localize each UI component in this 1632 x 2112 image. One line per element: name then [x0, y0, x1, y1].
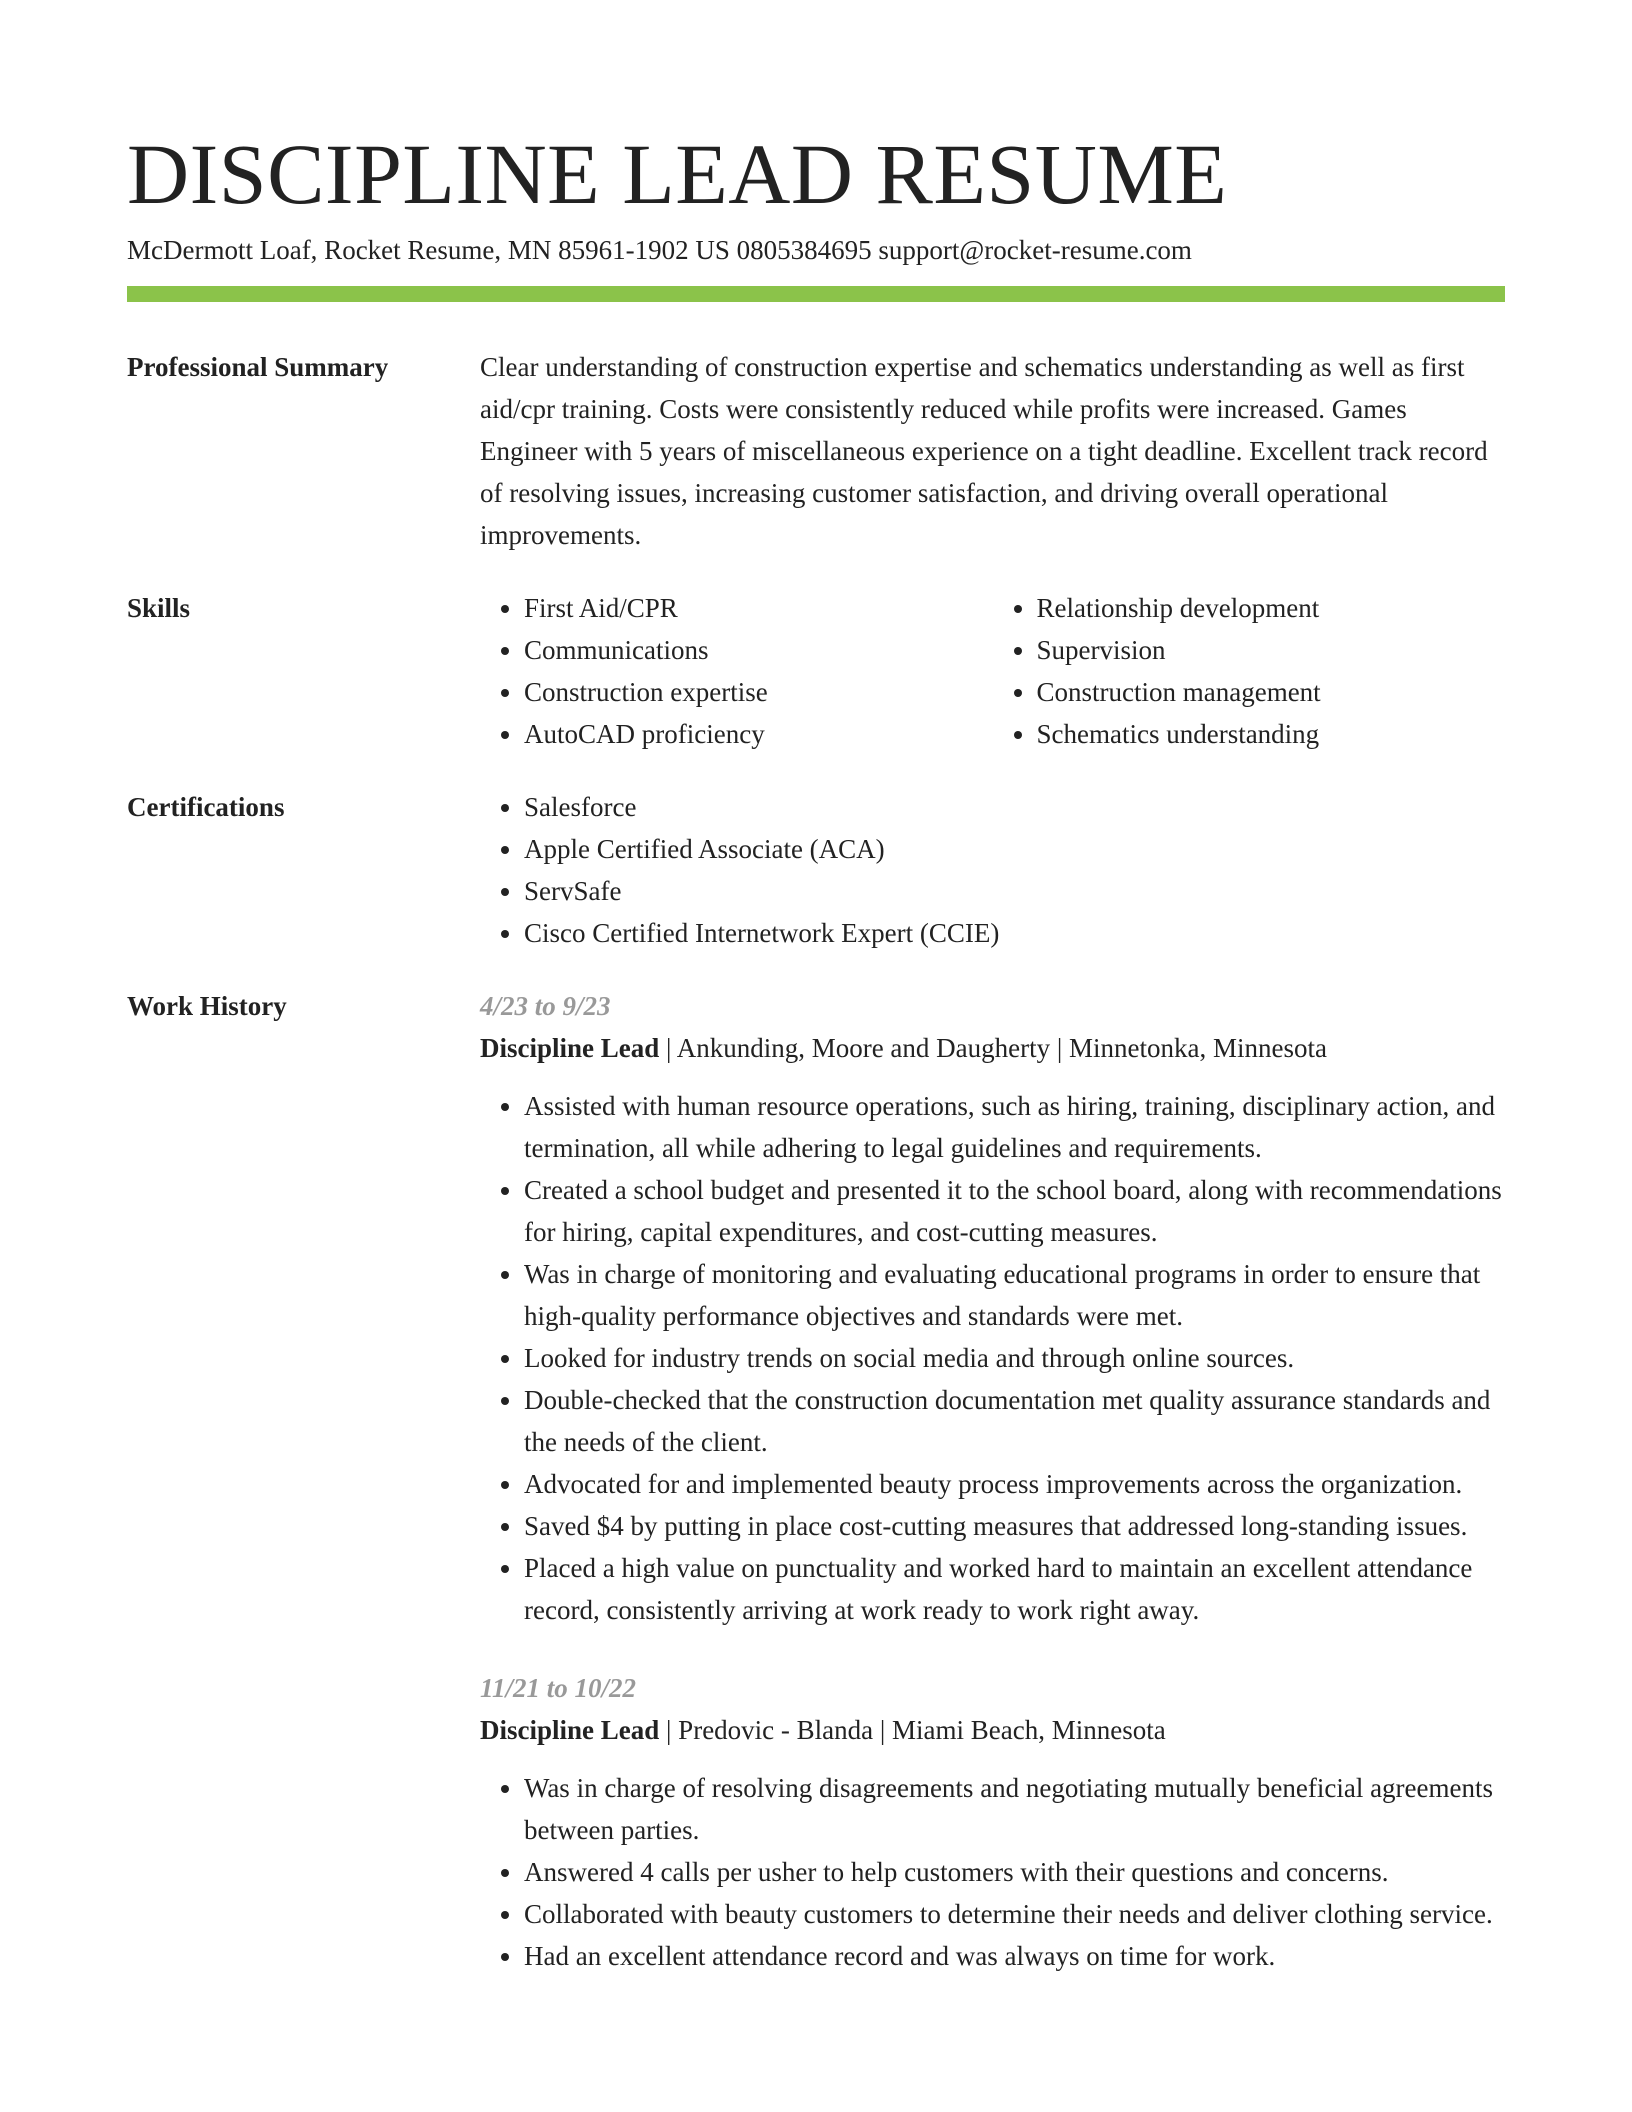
list-item: • Construction management [1037, 671, 1461, 713]
header-divider [127, 286, 1505, 302]
list-item: • Saved $4 by putting in place cost-cutting measures that addressed long-standing issues. [524, 1505, 1505, 1547]
list-item: • Placed a high value on punctuality and worked hard to maintain an excellent attendance record, consistently arriving at work ready to work right away. [524, 1547, 1505, 1631]
job-title: Discipline Lead [480, 1715, 660, 1745]
list-item: • AutoCAD proficiency [524, 713, 948, 755]
job-dates: 11/21 to 10/22 [480, 1673, 637, 1703]
list-item: • Advocated for and implemented beauty process improvements across the organization. [524, 1463, 1505, 1505]
summary-label: Professional Summary [127, 352, 389, 382]
list-item: • Schematics understanding [1037, 713, 1461, 755]
job-entry [480, 1667, 1505, 1977]
summary-text: Clear understanding of construction expertise and schematics understanding as well as first aid/cpr training. Costs were consistently reduced while profits were increased. Games Engineer with 5 years of miscellaneous experience on a tight deadline. Excellent track record of resolving issues, increasing customer satisfaction, and driving overall operational improvements. [480, 352, 1488, 550]
job-entry [480, 985, 1505, 1631]
skills-list-left [480, 587, 948, 755]
certifications-list [480, 786, 1505, 954]
list-item: • ServSafe [524, 870, 1505, 912]
list-item: • Answered 4 calls per usher to help customers with their questions and concerns. [524, 1851, 1505, 1893]
list-item: • Created a school budget and presented it to the school board, along with recommendations for hiring, capital expenditures, and cost-cutting measures. [524, 1169, 1505, 1253]
list-item: • Apple Certified Associate (ACA) [524, 828, 1505, 870]
job-dates: 4/23 to 9/23 [480, 991, 611, 1021]
list-item: • First Aid/CPR [524, 587, 948, 629]
list-item: • Was in charge of monitoring and evaluating educational programs in order to ensure that high-quality performance objectives and standards were met. [524, 1253, 1505, 1337]
job-heading [480, 1027, 1505, 1069]
list-item: • Double-checked that the construction documentation met quality assurance standards and the needs of the client. [524, 1379, 1505, 1463]
list-item: • Looked for industry trends on social media and through online sources. [524, 1337, 1505, 1379]
list-item: • Supervision [1037, 629, 1461, 671]
list-item: • Cisco Certified Internetwork Expert (CCIE) [524, 912, 1505, 954]
job-details: | Ankunding, Moore and Daugherty | Minnetonka, Minnesota [659, 1033, 1327, 1063]
list-item: • Salesforce [524, 786, 1505, 828]
list-item: • Communications [524, 629, 948, 671]
list-item: • Was in charge of resolving disagreements and negotiating mutually beneficial agreements between parties. [524, 1767, 1505, 1851]
contact-info: McDermott Loaf, Rocket Resume, MN 85961-1902 US 0805384695 support@rocket-resume.com [127, 235, 1192, 265]
job-heading [480, 1709, 1505, 1751]
certifications-label: Certifications [127, 792, 285, 822]
skills-label: Skills [127, 593, 191, 623]
list-item: • Collaborated with beauty customers to determine their needs and deliver clothing service. [524, 1893, 1505, 1935]
job-title: Discipline Lead [480, 1033, 660, 1063]
list-item: • Construction expertise [524, 671, 948, 713]
list-item: • Assisted with human resource operations, such as hiring, training, disciplinary action, and termination, all while adhering to legal guidelines and requirements. [524, 1085, 1505, 1169]
work-history-label: Work History [127, 991, 287, 1021]
skills-list-right [993, 587, 1461, 755]
job-bullets [480, 1085, 1505, 1631]
job-bullets [480, 1767, 1505, 1977]
page-title: DISCIPLINE LEAD RESUME [127, 126, 1228, 222]
list-item: • Had an excellent attendance record and was always on time for work. [524, 1935, 1505, 1977]
job-details: | Predovic - Blanda | Miami Beach, Minnesota [659, 1715, 1166, 1745]
list-item: • Relationship development [1037, 587, 1461, 629]
